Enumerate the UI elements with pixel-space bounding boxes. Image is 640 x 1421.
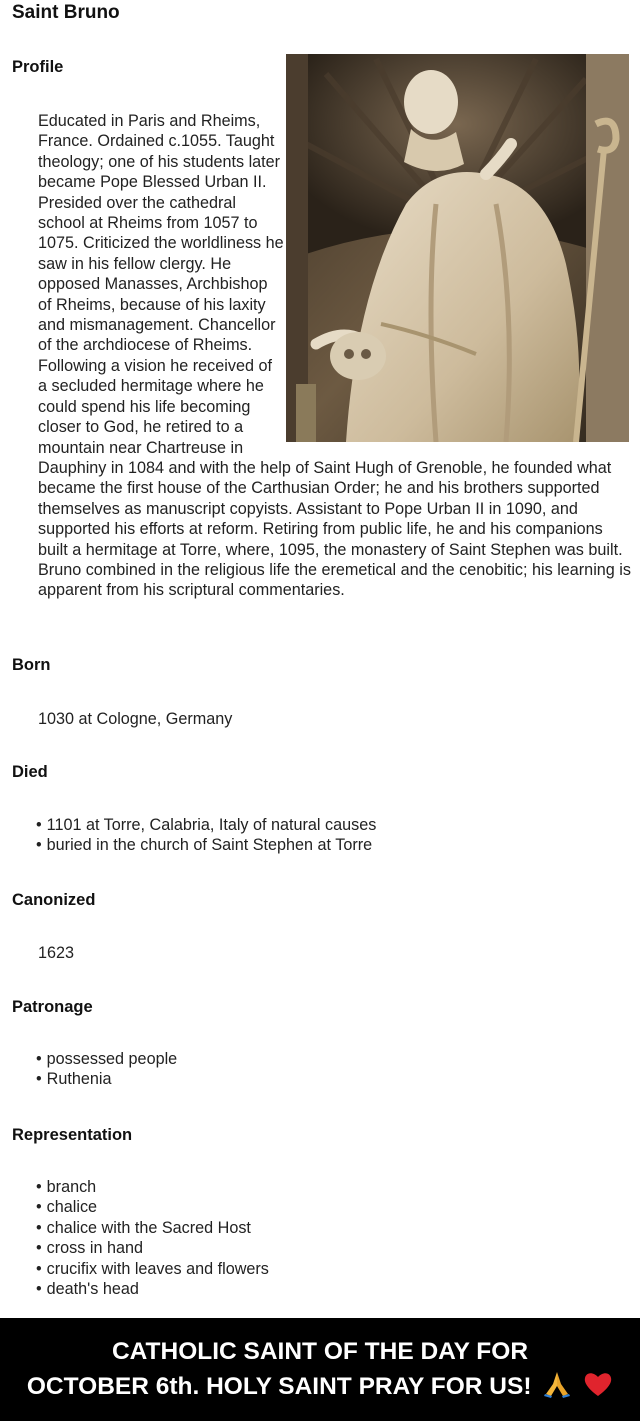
representation-list: [36, 1177, 269, 1299]
canonized-value: 1623: [38, 944, 75, 962]
caption-bar: [0, 1318, 640, 1421]
image-float-spacer: [284, 111, 632, 441]
list-item: • crucifix with leaves and flowers: [36, 1259, 269, 1279]
died-heading: Died: [12, 763, 48, 781]
praying-hands-icon: [542, 1370, 572, 1398]
page-title: Saint Bruno: [12, 2, 120, 23]
patronage-list: [36, 1049, 177, 1090]
caption-line-2-text: OCTOBER 6th. HOLY SAINT PRAY FOR US!: [26, 1373, 532, 1400]
canonized-heading: Canonized: [12, 891, 96, 909]
born-value: 1030 at Cologne, Germany: [38, 710, 233, 728]
caption-line-1: CATHOLIC SAINT OF THE DAY FOR: [111, 1338, 529, 1365]
list-item: • cross in hand: [36, 1238, 269, 1258]
list-item: • death's head: [36, 1279, 269, 1299]
list-item: • chalice: [36, 1197, 269, 1217]
died-list: [36, 815, 376, 856]
caption-line-2: [0, 1370, 640, 1403]
representation-heading: Representation: [12, 1126, 133, 1144]
list-item: • chalice with the Sacred Host: [36, 1218, 269, 1238]
red-heart-icon: [583, 1370, 613, 1398]
profile-paragraph: Educated in Paris and Rheims, France. Ordained c.1055. Taught theology; one of his students later became Pope Blessed Urban II. Presided over the cathedral school at Rheims from 1057 to 1075. Criticized the worldliness he saw in his fellow clergy. He opposed Manasses, Archbishop of Rheims, because of his laxity and mismanagement. Chancellor of the archdiocese of Rheims. Following a vision he received of a secluded hermitage where he could spend his life becoming closer to God, he retired to a mountain near Chartreuse in Dauphiny in 1084 and with the help of Saint Hugh of Grenoble, he founded what became the first house of the Carthusian Order; he and his brothers supported themselves as manuscript copyists. Assistant to Pope Urban II in 1090, and supported his efforts at reform. Retiring from public life, he and his companions built a hermitage at Torre, where, 1095, the monastery of Saint Stephen was built. Bruno combined in the religious life the eremetical and the cenobitic; his learning is apparent from his scriptural commentaries.: [38, 112, 631, 600]
profile-heading: Profile: [12, 58, 64, 76]
profile-text: [38, 111, 632, 601]
patronage-heading: Patronage: [12, 998, 93, 1016]
born-heading: Born: [12, 656, 51, 674]
list-item: • 1101 at Torre, Calabria, Italy of natural causes: [36, 815, 376, 835]
list-item: • Ruthenia: [36, 1069, 177, 1089]
list-item: • possessed people: [36, 1049, 177, 1069]
list-item: • buried in the church of Saint Stephen at Torre: [36, 835, 376, 855]
list-item: • branch: [36, 1177, 269, 1197]
